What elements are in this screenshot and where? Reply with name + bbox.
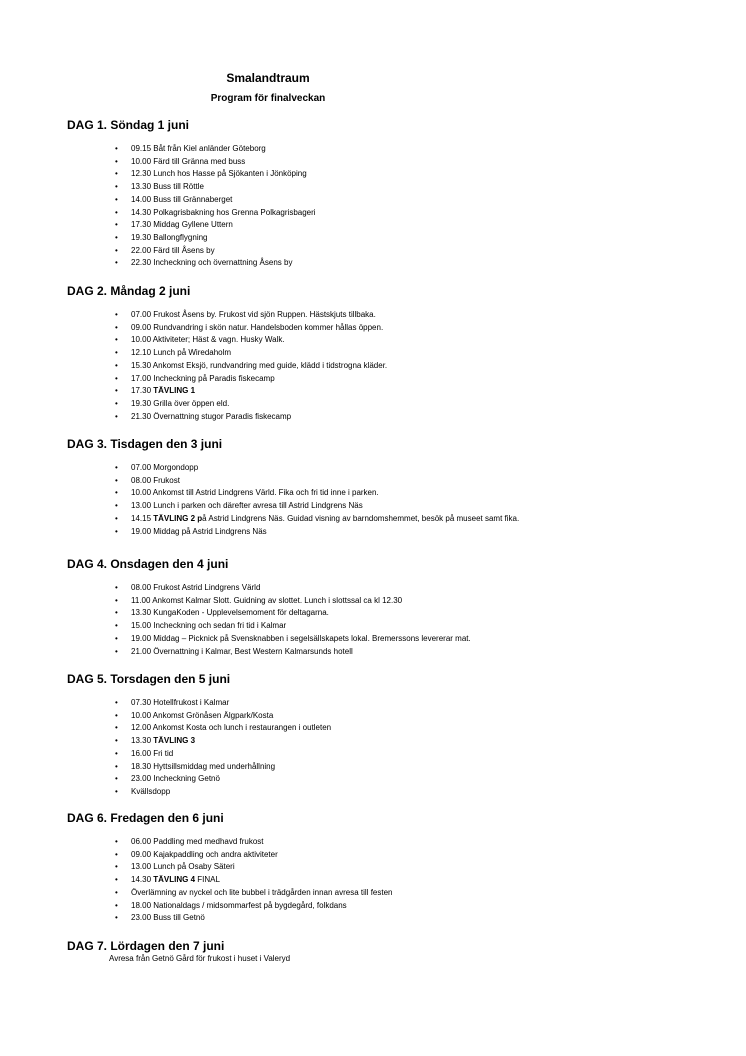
bullet-icon: • <box>115 411 118 421</box>
bullet-icon: • <box>115 232 118 242</box>
schedule-item <box>67 181 316 194</box>
schedule-item <box>67 620 471 633</box>
schedule-item <box>67 500 519 513</box>
schedule-item-text: 12.10 Lunch på Wiredaholm <box>131 348 232 358</box>
bullet-icon: • <box>115 220 118 230</box>
schedule-item <box>67 748 331 761</box>
schedule-item-text: 18.00 Nationaldags / midsommarfest på bygdegård, folkdans <box>131 900 347 910</box>
day-heading: DAG 1. Söndag 1 juni <box>67 118 190 132</box>
bullet-icon: • <box>115 526 118 536</box>
schedule-item-time: 14.15 <box>131 513 154 523</box>
bullet-icon: • <box>115 736 118 746</box>
bullet-icon: • <box>115 475 118 485</box>
bullet-icon: • <box>115 182 118 192</box>
day-section <box>67 284 387 423</box>
bullet-icon: • <box>115 595 118 605</box>
schedule-item-text: 22.30 Incheckning och övernattning Åsens by <box>131 258 293 268</box>
schedule-item-text: Kvällsdopp <box>131 786 171 796</box>
bullet-icon: • <box>115 748 118 758</box>
day-heading: DAG 4. Onsdagen den 4 juni <box>67 557 229 571</box>
schedule-item <box>67 232 316 245</box>
schedule-item <box>67 194 316 207</box>
competition-label: TÄVLING 2 p <box>153 513 203 523</box>
bullet-icon: • <box>115 245 118 255</box>
schedule-item <box>67 168 316 181</box>
schedule-item <box>67 786 331 799</box>
schedule-item-text: 18.30 Hyttsillsmiddag med underhållning <box>131 761 276 771</box>
document-subtitle: Program för finalveckan <box>210 93 326 104</box>
schedule-item <box>67 633 471 646</box>
schedule-item-time: 14.30 <box>131 875 154 885</box>
bullet-icon: • <box>115 761 118 771</box>
schedule-item-text: 15.00 Incheckning och sedan fri tid i Kalmar <box>131 621 287 631</box>
day-section <box>67 118 316 270</box>
schedule-item <box>67 207 316 220</box>
schedule-item-text: 09.00 Rundvandring i skön natur. Handelsboden kommer hållas öppen. <box>131 322 384 332</box>
day-section <box>67 437 519 538</box>
schedule-item-text: 19.30 Ballongflygning <box>131 232 208 242</box>
schedule-item-text: 10.00 Ankomst till Astrid Lindgrens Värld. Fika och fri tid inne i parken. <box>131 488 379 498</box>
schedule-item <box>67 849 392 862</box>
competition-label: TÄVLING 3 <box>153 736 196 746</box>
schedule-item <box>67 761 331 774</box>
bullet-icon: • <box>115 583 118 592</box>
schedule-item-text: 07.30 Hotellfrukost i Kalmar <box>131 698 230 707</box>
bullet-icon: • <box>115 335 118 345</box>
schedule-item <box>67 245 316 258</box>
schedule-item-text: Överlämning av nyckel och lite bubbel i trädgården innan avresa till festen <box>131 887 393 897</box>
schedule-item <box>67 385 387 398</box>
schedule-item <box>67 900 392 913</box>
bullet-icon: • <box>115 501 118 511</box>
day-schedule-list <box>67 143 316 270</box>
day-schedule-list <box>67 462 519 538</box>
schedule-item-text: 21.00 Övernattning i Kalmar, Best Western Kalmarsunds hotell <box>131 646 353 656</box>
schedule-item-text: 23.00 Buss till Getnö <box>131 913 205 923</box>
day-heading: DAG 6. Fredagen den 6 juni <box>67 811 224 825</box>
bullet-icon: • <box>115 710 118 720</box>
day-heading: DAG 7. Lördagen den 7 juni <box>67 939 225 953</box>
schedule-item <box>67 411 387 424</box>
schedule-item <box>67 475 519 488</box>
schedule-item <box>67 526 519 539</box>
bullet-icon: • <box>115 900 118 910</box>
bullet-icon: • <box>115 322 118 332</box>
schedule-item <box>67 156 316 169</box>
schedule-item-text: 06.00 Paddling med medhavd frukost <box>131 837 264 846</box>
day-section <box>67 557 471 658</box>
schedule-item <box>67 360 387 373</box>
bullet-icon: • <box>115 373 118 383</box>
schedule-item-text: 17.30 Middag Gyllene Uttern <box>131 220 233 230</box>
schedule-item <box>67 887 392 900</box>
schedule-item-text: 14.00 Buss till Grännaberget <box>131 194 233 204</box>
schedule-item-text: 13.30 KungaKoden - Upplevelsemoment för deltagarna. <box>131 608 329 618</box>
day-schedule-list <box>67 836 392 925</box>
schedule-item <box>67 462 519 475</box>
schedule-item-text: 13.00 Lunch i parken och därefter avresa till Astrid Lindgrens Näs <box>131 501 363 511</box>
bullet-icon: • <box>115 488 118 498</box>
bullet-icon: • <box>115 887 118 897</box>
schedule-item <box>67 607 471 620</box>
schedule-item <box>67 347 387 360</box>
schedule-item <box>67 487 519 500</box>
bullet-icon: • <box>115 360 118 370</box>
schedule-item-text: 08.00 Frukost <box>131 475 180 485</box>
schedule-item-text: 17.00 Incheckning på Paradis fiskecamp <box>131 373 275 383</box>
schedule-item-text: 08.00 Frukost Astrid Lindgrens Värld <box>131 583 261 592</box>
schedule-item <box>67 722 331 735</box>
bullet-icon: • <box>115 723 118 733</box>
day-section <box>67 672 331 799</box>
schedule-item-text: 15.30 Ankomst Eksjö, rundvandring med guide, klädd i tidstrogna kläder. <box>131 360 388 370</box>
schedule-item-text: å Astrid Lindgrens Näs. Guidad visning av barndomshemmet, besök på museet samt fika. <box>202 513 520 523</box>
schedule-item-time: 17.30 <box>131 386 154 396</box>
bullet-icon: • <box>115 621 118 631</box>
day-section <box>67 939 290 964</box>
schedule-item-text: 23.00 Incheckning Getnö <box>131 774 220 784</box>
schedule-item-text: 07.00 Morgondopp <box>131 463 199 472</box>
schedule-item <box>67 513 519 526</box>
schedule-item <box>67 398 387 411</box>
schedule-item-text: 21.30 Övernattning stugor Paradis fiskecamp <box>131 411 292 421</box>
bullet-icon: • <box>115 646 118 656</box>
bullet-icon: • <box>115 875 118 885</box>
bullet-icon: • <box>115 633 118 643</box>
schedule-item <box>67 773 331 786</box>
bullet-icon: • <box>115 169 118 179</box>
bullet-icon: • <box>115 608 118 618</box>
day-schedule-list <box>67 582 471 658</box>
document-title: Smalandtraum <box>226 71 310 85</box>
schedule-item-text: 19.00 Middag på Astrid Lindgrens Näs <box>131 526 267 536</box>
bullet-icon: • <box>115 398 118 408</box>
bullet-icon: • <box>115 774 118 784</box>
bullet-icon: • <box>115 698 118 707</box>
schedule-item <box>67 874 392 887</box>
bullet-icon: • <box>115 194 118 204</box>
bullet-icon: • <box>115 258 118 268</box>
competition-label: TÄVLING 4 <box>153 875 196 885</box>
bullet-icon: • <box>115 463 118 472</box>
schedule-item-text: 09.00 Kajakpaddling och andra aktiviteter <box>131 849 278 859</box>
bullet-icon: • <box>115 786 118 796</box>
schedule-item-text: 11.00 Ankomst Kalmar Slott. Guidning av slottet. Lunch i slottssal ca kl 12.30 <box>131 595 403 605</box>
day-note: Avresa från Getnö Gård för frukost i huset i Valeryd <box>109 954 291 963</box>
schedule-item-text: 13.30 Buss till Röttle <box>131 182 204 192</box>
schedule-item-text: 19.30 Grilla över öppen eld. <box>131 398 230 408</box>
day-schedule-list <box>67 309 387 423</box>
schedule-item <box>67 595 471 608</box>
bullet-icon: • <box>115 156 118 166</box>
schedule-item-text: 10.00 Aktiviteter; Häst & vagn. Husky Walk. <box>131 335 285 345</box>
schedule-item-text: 10.00 Ankomst Grönåsen Älgpark/Kosta <box>131 710 274 720</box>
bullet-icon: • <box>115 207 118 217</box>
bullet-icon: • <box>115 837 118 846</box>
day-heading: DAG 5. Torsdagen den 5 juni <box>67 672 231 686</box>
bullet-icon: • <box>115 386 118 396</box>
schedule-item <box>67 309 387 322</box>
schedule-item <box>67 334 387 347</box>
day-schedule-list <box>67 697 331 799</box>
bullet-icon: • <box>115 849 118 859</box>
schedule-item-text: 16.00 Fri tid <box>131 748 174 758</box>
schedule-item-text: FINAL <box>195 875 220 885</box>
schedule-item <box>67 912 392 925</box>
schedule-item <box>67 861 392 874</box>
bullet-icon: • <box>115 310 118 319</box>
competition-label: TÄVLING 1 <box>153 386 196 396</box>
schedule-item <box>67 735 331 748</box>
schedule-item-text: 09.15 Båt från Kiel anländer Göteborg <box>131 144 266 153</box>
schedule-item <box>67 710 331 723</box>
schedule-item <box>67 582 471 595</box>
schedule-item-text: 12.00 Ankomst Kosta och lunch i restaurangen i outleten <box>131 723 332 733</box>
schedule-item-text: 22.00 Färd till Åsens by <box>131 245 215 255</box>
schedule-item-text: 14.30 Polkagrisbakning hos Grenna Polkagrisbageri <box>131 207 316 217</box>
schedule-item <box>67 143 316 156</box>
schedule-item-text: 07.00 Frukost Åsens by. Frukost vid sjön Ruppen. Hästskjuts tillbaka. <box>131 310 376 319</box>
day-heading: DAG 3. Tisdagen den 3 juni <box>67 437 223 451</box>
schedule-item <box>67 836 392 849</box>
bullet-icon: • <box>115 862 118 872</box>
bullet-icon: • <box>115 513 118 523</box>
schedule-item <box>67 697 331 710</box>
bullet-icon: • <box>115 144 118 153</box>
day-heading: DAG 2. Måndag 2 juni <box>67 284 191 298</box>
schedule-item-time: 13.30 <box>131 736 154 746</box>
schedule-item <box>67 257 316 270</box>
schedule-item-text: 19.00 Middag – Picknick på Svensknabben i segelsällskapets lokal. Bremerssons levererar mat. <box>131 633 471 643</box>
schedule-item <box>67 322 387 335</box>
bullet-icon: • <box>115 913 118 923</box>
schedule-item <box>67 219 316 232</box>
bullet-icon: • <box>115 348 118 358</box>
schedule-item <box>67 373 387 386</box>
schedule-item-text: 13.00 Lunch på Osaby Säteri <box>131 862 235 872</box>
day-section <box>67 811 392 925</box>
schedule-item <box>67 646 471 659</box>
schedule-item-text: 10.00 Färd till Gränna med buss <box>131 156 246 166</box>
schedule-item-text: 12.30 Lunch hos Hasse på Sjökanten i Jönköping <box>131 169 307 179</box>
